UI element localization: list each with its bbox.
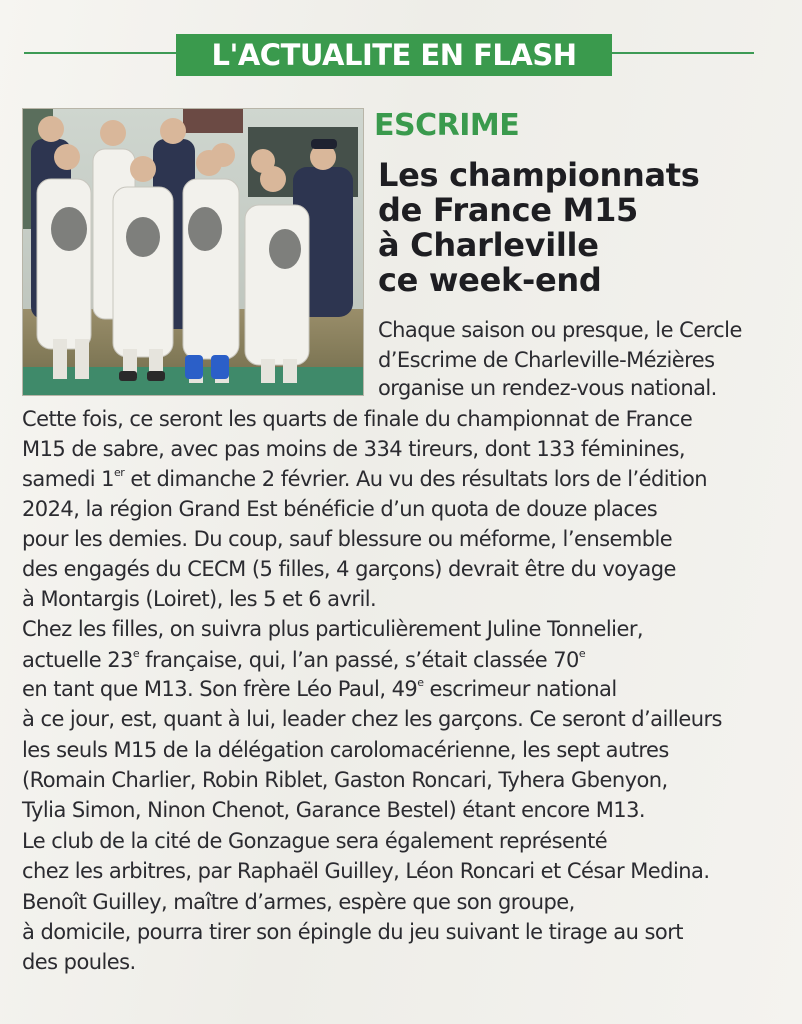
body-text-segment: et dimanche 2 février. Au vu des résultats lors de l’édition [124,467,708,491]
headline-line: Les championnats [378,156,700,194]
body-text-line: Tylia Simon, Ninon Chenot, Garance Bestel) étant encore M13. [22,798,646,822]
body-text-segment: en tant que M13. Son frère Léo Paul, 49 [22,677,418,701]
body-text-line: Benoît Guilley, maître d’armes, espère que son groupe, [22,890,575,914]
body-text-line: organise un rendez-vous national. [378,376,717,400]
body-text-segment: française, qui, l’an passé, s’était classée 70 [139,648,579,672]
fencers-group-photo-icon [23,109,363,395]
ordinal-superscript: er [114,466,125,479]
body-text-line: à Montargis (Loiret), les 5 et 6 avril. [22,587,377,611]
body-text-line: des engagés du CECM (5 filles, 4 garçons) devrait être du voyage [22,557,676,581]
body-text-line: à domicile, pourra tirer son épingle du jeu suivant le tirage au sort [22,920,683,944]
headline-line: ce week-end [378,261,602,299]
body-text-line: Cette fois, ce seront les quarts de finale du championnat de France [22,407,693,431]
section-rule-right [612,52,754,54]
body-text-line: Chez les filles, on suivra plus particulièrement Juline Tonnelier, [22,617,644,641]
article-kicker: ESCRIME [374,108,520,143]
article-headline [378,158,788,298]
body-text-line: les seuls M15 de la délégation carolomacérienne, les sept autres [22,738,669,762]
headline-line: de France M15 [378,191,639,229]
body-text-line [22,677,617,701]
ordinal-superscript: e [578,647,586,660]
body-text-line: Le club de la cité de Gonzague sera également représenté [22,829,608,853]
body-text-line: chez les arbitres, par Raphaël Guilley, Léon Roncari et César Medina. [22,859,710,883]
body-text-line: des poules. [22,950,136,974]
body-text-line: pour les demies. Du coup, sauf blessure ou méforme, l’ensemble [22,527,673,551]
body-text-segment: samedi 1 [22,467,114,491]
ordinal-superscript: e [417,676,424,689]
section-banner: L'ACTUALITE EN FLASH [176,34,612,76]
body-text-line: à ce jour, est, quant à lui, leader chez les garçons. Ce seront d’ailleurs [22,707,722,731]
section-rule-left [24,52,176,54]
headline-line: à Charleville [378,226,599,264]
body-text-segment: escrimeur national [423,677,617,701]
body-text-line: 2024, la région Grand Est bénéficie d’un quota de douze places [22,497,658,521]
body-text-line: M15 de sabre, avec pas moins de 334 tireurs, dont 133 féminines, [22,437,685,461]
body-text-line: (Romain Charlier, Robin Riblet, Gaston Roncari, Tyhera Gbenyon, [22,768,668,792]
body-text-line: Chaque saison ou presque, le Cercle [378,318,742,342]
body-text-line [22,648,585,672]
body-text-line [22,467,707,491]
body-text-segment: actuelle 23 [22,648,133,672]
ordinal-superscript: e [132,647,140,660]
body-text-line: d’Escrime de Charleville-Mézières [378,348,715,372]
article-photo [22,108,364,396]
